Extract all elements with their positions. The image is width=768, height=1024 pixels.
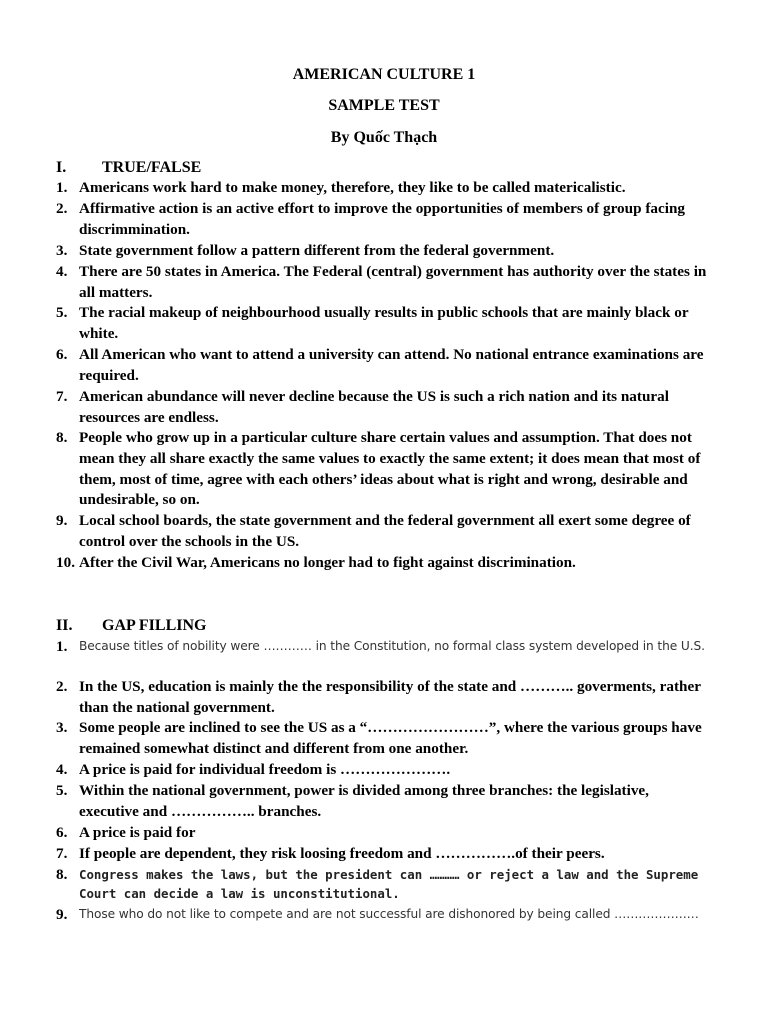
list-item [56,387,712,429]
item-number: 2. [56,200,68,217]
item-number: 8. [56,866,68,883]
list-item [56,677,712,719]
section-numeral: II. [56,617,73,634]
item-text: Within the national government, power is divided among three branches: the legislative, executive and …………….. branches. [79,782,649,820]
item-text: State government follow a pattern different from the federal government. [79,242,555,259]
item-number: 7. [56,388,68,405]
list-item [56,865,712,903]
item-number: 3. [56,719,68,736]
item-text: A price is paid for individual freedom is …………………. [79,761,451,778]
item-text: Some people are inclined to see the US as a “……………………”, where the various groups have remained somewhat distinct and different from one another. [79,719,702,757]
item-text: There are 50 states in America. The Federal (central) government has authority over the states in all matters. [79,263,707,301]
item-text: In the US, education is mainly the the responsibility of the state and ……….. goverments, rather than the national government. [79,678,701,716]
document-subtitle: SAMPLE TEST [328,97,440,114]
list-item [56,511,712,553]
item-text: A price is paid for [79,824,196,841]
item-number: 7. [56,845,68,862]
item-text: After the Civil War, Americans no longer had to fight against discrimination. [79,554,576,571]
item-text: Local school boards, the state government and the federal government all exert some degree of control over the schools in the US. [79,512,691,550]
document-author: By Quốc Thạch [330,129,438,146]
item-number: 5. [56,782,68,799]
item-number: 6. [56,346,68,363]
item-number: 5. [56,304,68,321]
item-text: If people are dependent, they risk loosing freedom and …………….of their peers. [79,845,605,862]
item-number: 6. [56,824,68,841]
item-number: 9. [56,906,68,923]
section-heading-true-false [56,158,201,178]
list-item [56,345,712,387]
list-item [56,718,712,760]
item-number: 1. [56,179,68,196]
list-item [56,199,712,241]
item-number: 4. [56,263,68,280]
list-item [56,823,712,844]
item-number: 10. [56,554,75,571]
list-item [56,178,712,199]
list-item [56,553,712,574]
section-numeral: I. [56,159,67,176]
item-text: Because titles of nobility were ………… in the Constitution, no formal class system developed in the U.S. [79,639,705,653]
item-text: The racial makeup of neighbourhood usually results in public schools that are mainly black or white. [79,304,689,342]
item-number: 9. [56,512,68,529]
item-text: Those who do not like to compete and are not successful are dishonored by being called ………………… [79,907,699,921]
item-text: American abundance will never decline because the US is such a rich nation and its natural resources are endless. [79,388,669,426]
item-text: Congress makes the laws, but the president can ………… or reject a law and the Supreme Court can decide a law is unconstitutional. [79,867,699,901]
item-text: All American who want to attend a university can attend. No national entrance examinations are required. [79,346,704,384]
item-text: Americans work hard to make money, therefore, they like to be called matericalistic. [79,179,626,196]
list-item [56,781,712,823]
item-text: Affirmative action is an active effort to improve the opportunities of members of group facing discrimmination. [79,200,685,238]
list-item [56,262,712,304]
list-item [56,844,712,865]
item-number: 3. [56,242,68,259]
list-item [56,241,712,262]
section-title: TRUE/FALSE [102,159,202,176]
item-number: 8. [56,429,68,446]
section-heading-gap-filling [56,616,206,636]
item-number: 2. [56,678,68,695]
item-text: People who grow up in a particular culture share certain values and assumption. That does not mean they all share exactly the same values to exactly the same extent; it does mean that most of them, most of time, agree with each others’ ideas about what is right and wrong, desirable and undesirable, so on. [79,429,701,509]
item-number: 4. [56,761,68,778]
list-item [56,303,712,345]
item-number: 1. [56,638,68,655]
document-title: AMERICAN CULTURE 1 [292,66,476,83]
list-item [56,637,712,656]
list-item [56,760,712,781]
list-item [56,428,712,511]
section-title: GAP FILLING [102,617,207,634]
list-item [56,905,712,924]
